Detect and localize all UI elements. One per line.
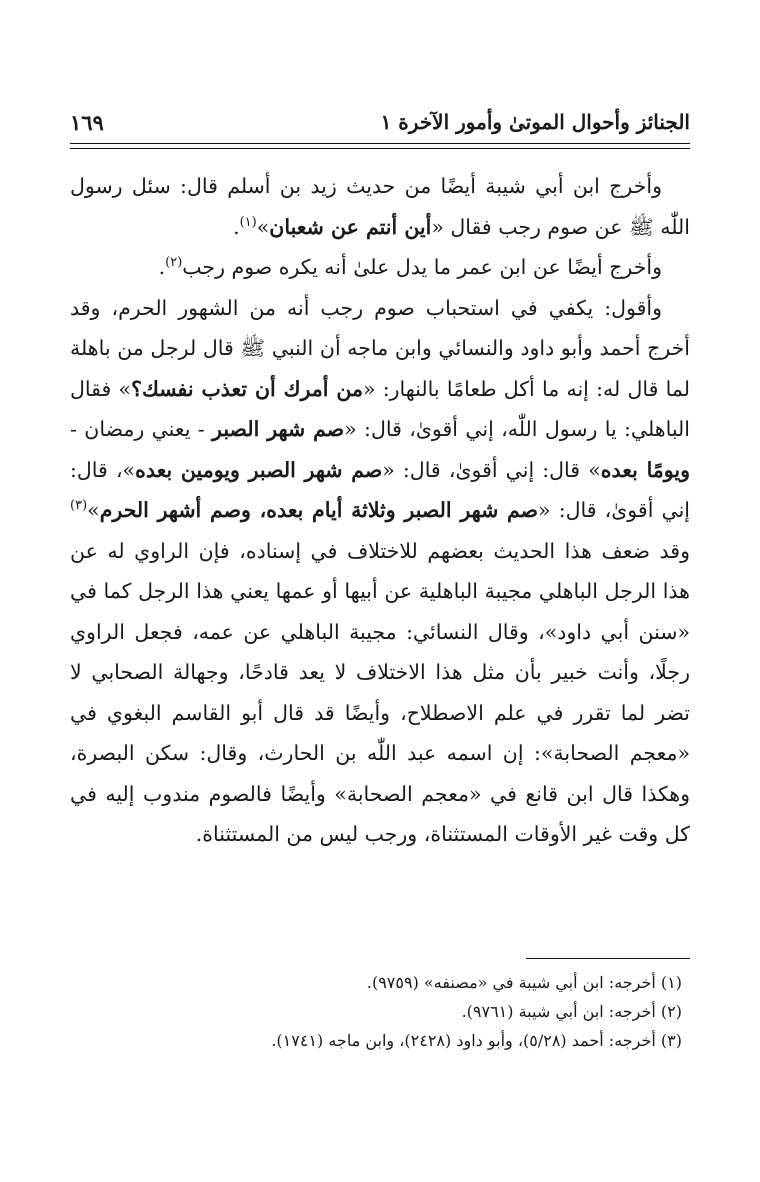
footnote-reference: (١) <box>239 214 257 230</box>
hadith-quote: من أمرك أن تعذب نفسك؟ <box>131 376 363 401</box>
hadith-quote: ويومًا بعده <box>600 457 690 482</box>
text-run: - يعني رمضان - <box>70 417 213 441</box>
text-run: وأخرج أيضًا عن ابن عمر ما يدل علىٰ أنه يكره صوم رجب <box>182 255 662 279</box>
page-number: ١٦٩ <box>70 109 104 135</box>
text-run: » فقال الباهلي: يا رسول اللّٰه، إني أقوىٰ، قال: « <box>70 376 690 441</box>
header-rule-bottom <box>70 148 690 149</box>
header-rule-top <box>70 143 690 144</box>
hadith-quote: صم شهر الصبر ويومين بعده <box>135 457 383 482</box>
text-run: وأقول: يكفي في استحباب صوم رجب أنه من الشهور الحرم، وقد أخرج أحمد وأبو داود والنسائي وابن ماجه أن النبي ﷺ قال لرجل من باهلة لما قال له: إنه ما أكل طعامًا بالنهار: « <box>70 295 690 401</box>
text-run: » <box>256 214 270 239</box>
text-run: » قال: إني أقوىٰ، قال: « <box>382 457 601 482</box>
text-run: »، قال: إني أقوىٰ، قال: « <box>70 457 690 522</box>
running-title: الجنائز وأحوال الموتىٰ وأمور الآخرة ١ <box>380 110 690 134</box>
footnote-1: (١) أخرجه: ابن أبي شيبة في «مصنفه» (٩٧٥٩). <box>366 973 682 992</box>
text-run: . <box>158 255 166 279</box>
text-run: » <box>87 498 100 522</box>
paragraph-3 <box>70 288 690 855</box>
body-text <box>70 166 690 855</box>
paragraph-1 <box>70 166 690 247</box>
footnotes <box>70 968 682 1055</box>
paragraph-2 <box>70 247 690 288</box>
text-run: وقد ضعف هذا الحديث بعضهم للاختلاف في إسناده، فإن الراوي له عن هذا الرجل الباهلي مجيبة الباهلية عن أبيها أو عمها يعني هذا الرجل كما في «سنن أبي داود»، وقال النسائي: مجيبة الباهلي عن عمه، فجعل الراوي رجلًا، وأنت خبير بأن مثل هذا الاختلاف لا يعد قادحًا، وجهالة الصحابي لا تضر لما تقرر في علم الاصطلاح، وأيضًا قد قال أبو القاسم البغوي في «معجم الصحابة»: إن اسمه عبد اللّٰه بن الحارث، وقال: سكن البصرة، وهكذا قال ابن قانع في «معجم الصحابة» وأيضًا فالصوم مندوب إليه في كل وقت غير الأوقات المستثناة، ورجب ليس من المستثناة. <box>70 538 690 846</box>
footnote-reference: (٢) <box>165 255 183 271</box>
footnote-2: (٢) أخرجه: ابن أبي شيبة (٩٧٦١). <box>461 1002 682 1021</box>
text-run: . <box>233 214 240 239</box>
hadith-quote: أين أنتم عن شعبان <box>269 214 432 239</box>
footnote-reference: (٣) <box>70 498 88 514</box>
hadith-quote: صم شهر الصبر <box>212 417 345 441</box>
footnote-3: (٣) أخرجه: أحمد (٥/٢٨)، وأبو داود (٢٤٢٨)، وابن ماجه (١٧٤١). <box>271 1031 682 1050</box>
text-run: وأخرج ابن أبي شيبة أيضًا من حديث زيد بن أسلم قال: سئل رسول اللّٰه ﷺ عن صوم رجب فقال « <box>70 174 690 239</box>
footnote-separator <box>526 958 690 959</box>
hadith-quote: صم شهر الصبر وثلاثة أيام بعده، وصم أشهر الحرم <box>99 498 539 522</box>
running-header <box>70 106 690 138</box>
